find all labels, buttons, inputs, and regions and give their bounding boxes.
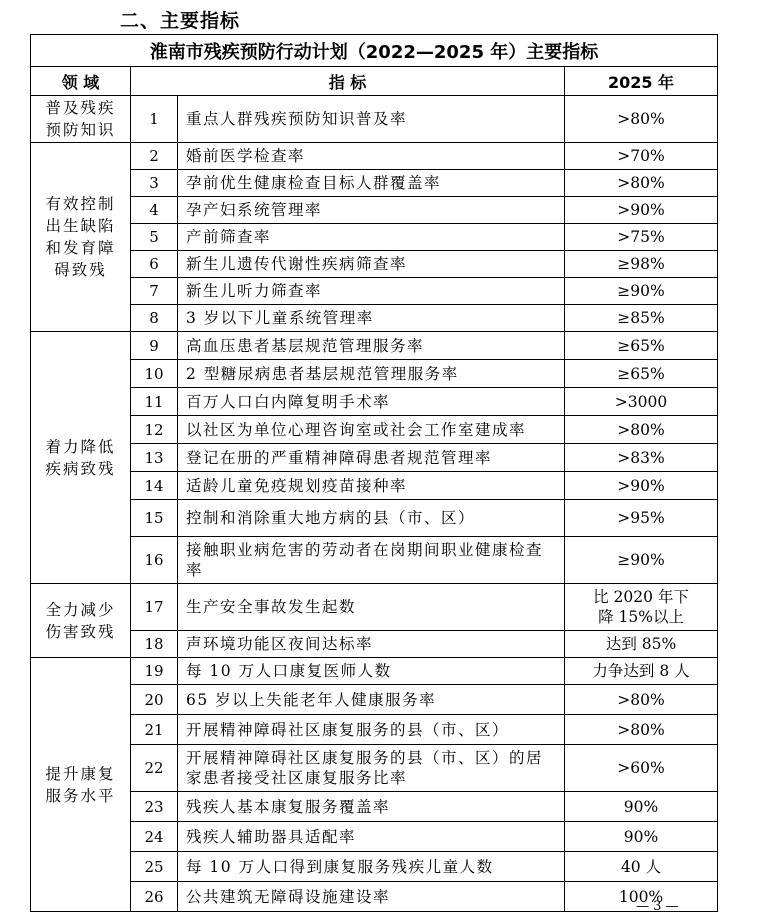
value-cell bbox=[565, 715, 718, 745]
row-number: 17 bbox=[131, 584, 178, 631]
table-row bbox=[31, 278, 718, 305]
value-text: ≥90% bbox=[617, 551, 665, 569]
value-text: 达到 85% bbox=[605, 635, 677, 653]
indicator-cell: 声环境功能区夜间达标率 bbox=[178, 631, 565, 658]
table-row bbox=[31, 537, 718, 584]
table-row bbox=[31, 852, 718, 882]
value-text: >90% bbox=[617, 476, 665, 495]
indicator-cell: 高血压患者基层规范管理服务率 bbox=[178, 332, 565, 360]
row-number: 11 bbox=[131, 388, 178, 416]
value-cell bbox=[565, 745, 718, 792]
indicator-cell: 孕产妇系统管理率 bbox=[178, 197, 565, 224]
row-number: 26 bbox=[131, 882, 178, 912]
row-number: 2 bbox=[131, 143, 178, 170]
table-row bbox=[31, 822, 718, 852]
value-text: >83% bbox=[617, 448, 665, 467]
value-text: >3000 bbox=[614, 392, 668, 411]
table-row bbox=[31, 715, 718, 745]
value-cell bbox=[565, 444, 718, 472]
header-year: 2025 年 bbox=[565, 67, 718, 96]
value-cell bbox=[565, 472, 718, 500]
indicator-cell: 残疾人辅助器具适配率 bbox=[178, 822, 565, 852]
value-cell bbox=[565, 500, 718, 537]
table-row bbox=[31, 360, 718, 388]
value-cell bbox=[565, 416, 718, 444]
value-cell bbox=[565, 197, 718, 224]
domain-cell: 着力降低疾病致残 bbox=[31, 332, 131, 584]
indicator-cell: 生产安全事故发生起数 bbox=[178, 584, 565, 631]
row-number: 18 bbox=[131, 631, 178, 658]
row-number: 6 bbox=[131, 251, 178, 278]
value-text: ≥98% bbox=[617, 255, 665, 273]
value-text: >75% bbox=[617, 228, 665, 246]
row-number: 1 bbox=[131, 96, 178, 143]
row-number: 13 bbox=[131, 444, 178, 472]
row-number: 22 bbox=[131, 745, 178, 792]
value-cell bbox=[565, 251, 718, 278]
value-cell bbox=[565, 852, 718, 882]
value-text: 力争达到 8 人 bbox=[592, 662, 690, 680]
table-row bbox=[31, 170, 718, 197]
section-heading: 二、主要指标 bbox=[120, 10, 241, 32]
indicator-cell: 以社区为单位心理咨询室或社会工作室建成率 bbox=[178, 416, 565, 444]
row-number: 9 bbox=[131, 332, 178, 360]
value-cell bbox=[565, 537, 718, 584]
value-text: >60% bbox=[617, 759, 665, 777]
value-text: >80% bbox=[617, 110, 665, 128]
row-number: 3 bbox=[131, 170, 178, 197]
table-row bbox=[31, 251, 718, 278]
table-row bbox=[31, 197, 718, 224]
row-number: 25 bbox=[131, 852, 178, 882]
value-text: 100% bbox=[618, 887, 664, 906]
indicator-cell: 孕前优生健康检查目标人群覆盖率 bbox=[178, 170, 565, 197]
indicator-cell: 公共建筑无障碍设施建设率 bbox=[178, 882, 565, 912]
row-number: 8 bbox=[131, 305, 178, 332]
indicator-cell: 适龄儿童免疫规划疫苗接种率 bbox=[178, 472, 565, 500]
table-row bbox=[31, 305, 718, 332]
value-cell bbox=[565, 96, 718, 143]
indicator-cell: 重点人群残疾预防知识普及率 bbox=[178, 96, 565, 143]
row-number: 15 bbox=[131, 500, 178, 537]
row-number: 23 bbox=[131, 792, 178, 822]
table-row bbox=[31, 96, 718, 143]
row-number: 19 bbox=[131, 658, 178, 685]
row-number: 24 bbox=[131, 822, 178, 852]
domain-cell: 提升康复服务水平 bbox=[31, 658, 131, 912]
table-row bbox=[31, 472, 718, 500]
indicator-cell: 接触职业病危害的劳动者在岗期间职业健康检查率 bbox=[178, 537, 565, 584]
value-text: >80% bbox=[617, 174, 665, 192]
row-number: 16 bbox=[131, 537, 178, 584]
value-cell bbox=[565, 631, 718, 658]
value-cell bbox=[565, 822, 718, 852]
value-text: >90% bbox=[617, 201, 665, 219]
value-cell bbox=[565, 584, 718, 631]
value-cell bbox=[565, 224, 718, 251]
row-number: 14 bbox=[131, 472, 178, 500]
table-row bbox=[31, 792, 718, 822]
value-cell bbox=[565, 143, 718, 170]
domain-cell: 全力减少伤害致残 bbox=[31, 584, 131, 658]
table-row bbox=[31, 882, 718, 912]
row-number: 5 bbox=[131, 224, 178, 251]
table-row bbox=[31, 332, 718, 360]
value-text: 90% bbox=[623, 827, 659, 846]
table-row bbox=[31, 224, 718, 251]
table-row bbox=[31, 685, 718, 715]
row-number: 20 bbox=[131, 685, 178, 715]
value-cell bbox=[565, 685, 718, 715]
value-text: ≥85% bbox=[617, 309, 665, 327]
table-row bbox=[31, 631, 718, 658]
value-text: >80% bbox=[617, 690, 665, 709]
value-text: >95% bbox=[617, 509, 665, 527]
value-cell bbox=[565, 360, 718, 388]
table-row bbox=[31, 658, 718, 685]
indicator-cell: 残疾人基本康复服务覆盖率 bbox=[178, 792, 565, 822]
value-text: 90% bbox=[623, 797, 659, 816]
value-cell bbox=[565, 388, 718, 416]
table-row bbox=[31, 416, 718, 444]
value-text: >80% bbox=[617, 420, 665, 439]
value-cell bbox=[565, 305, 718, 332]
indicator-cell: 登记在册的严重精神障碍患者规范管理率 bbox=[178, 444, 565, 472]
indicator-cell: 开展精神障碍社区康复服务的县（市、区）的居家患者接受社区康复服务比率 bbox=[178, 745, 565, 792]
value-text: ≥65% bbox=[617, 364, 665, 383]
row-number: 4 bbox=[131, 197, 178, 224]
indicator-cell: 新生儿遗传代谢性疾病筛查率 bbox=[178, 251, 565, 278]
value-text: >80% bbox=[617, 720, 665, 739]
indicator-cell: 每 10 万人口得到康复服务残疾儿童人数 bbox=[178, 852, 565, 882]
domain-cell: 普及残疾预防知识 bbox=[31, 96, 131, 143]
table-title: 淮南市残疾预防行动计划（2022—2025 年）主要指标 bbox=[31, 35, 718, 67]
row-number: 12 bbox=[131, 416, 178, 444]
indicator-cell: 2 型糖尿病患者基层规范管理服务率 bbox=[178, 360, 565, 388]
row-number: 21 bbox=[131, 715, 178, 745]
header-indicator: 指 标 bbox=[131, 67, 565, 96]
value-cell bbox=[565, 170, 718, 197]
table-row bbox=[31, 584, 718, 631]
table-row bbox=[31, 444, 718, 472]
indicator-cell: 开展精神障碍社区康复服务的县（市、区） bbox=[178, 715, 565, 745]
page-number: — 3 — bbox=[636, 899, 679, 914]
value-text: ≥90% bbox=[617, 282, 665, 300]
table-row bbox=[31, 500, 718, 537]
indicator-cell: 产前筛查率 bbox=[178, 224, 565, 251]
indicator-cell: 65 岁以上失能老年人健康服务率 bbox=[178, 685, 565, 715]
table-row bbox=[31, 745, 718, 792]
domain-cell: 有效控制出生缺陷和发育障碍致残 bbox=[31, 143, 131, 332]
indicator-cell: 百万人口白内障复明手术率 bbox=[178, 388, 565, 416]
value-text: >70% bbox=[617, 147, 665, 165]
row-number: 10 bbox=[131, 360, 178, 388]
value-cell bbox=[565, 792, 718, 822]
indicator-cell: 婚前医学检查率 bbox=[178, 143, 565, 170]
indicators-table bbox=[30, 34, 718, 912]
table-row bbox=[31, 388, 718, 416]
row-number: 7 bbox=[131, 278, 178, 305]
table-row bbox=[31, 143, 718, 170]
header-domain: 领 域 bbox=[31, 67, 131, 96]
indicator-cell: 控制和消除重大地方病的县（市、区） bbox=[178, 500, 565, 537]
value-text: 比 2020 年下降 15%以上 bbox=[593, 588, 689, 626]
indicator-cell: 新生儿听力筛查率 bbox=[178, 278, 565, 305]
value-cell bbox=[565, 278, 718, 305]
value-cell bbox=[565, 332, 718, 360]
indicator-cell: 每 10 万人口康复医师人数 bbox=[178, 658, 565, 685]
value-cell bbox=[565, 658, 718, 685]
value-text: ≥65% bbox=[617, 336, 665, 355]
value-text: 40 人 bbox=[620, 857, 662, 876]
indicator-cell: 3 岁以下儿童系统管理率 bbox=[178, 305, 565, 332]
